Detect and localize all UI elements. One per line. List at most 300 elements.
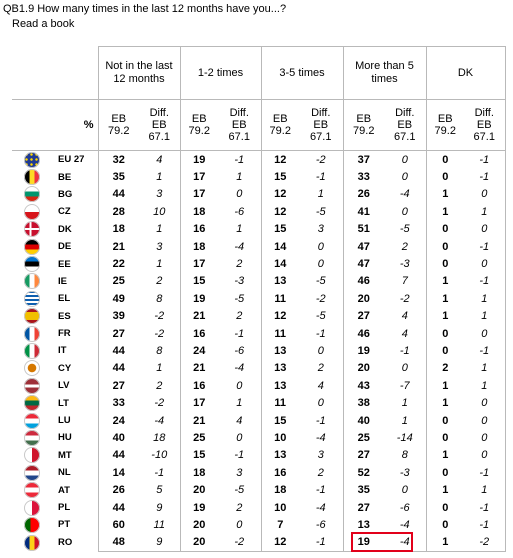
- flag-icon: [24, 447, 40, 463]
- percent-value: 11: [274, 292, 287, 305]
- flag-icon: [24, 186, 40, 202]
- diff-value: -6: [218, 203, 261, 220]
- percent-value: 14: [274, 240, 287, 253]
- eb-current-header: EB 79.2: [98, 100, 139, 151]
- country-code: BG: [58, 188, 73, 200]
- table-row: [12, 360, 505, 377]
- percent-value: 20: [180, 534, 218, 552]
- percent-value: 27: [357, 501, 370, 514]
- percent-value: 22: [98, 255, 139, 272]
- diff-value: 8: [139, 342, 180, 359]
- percent-value: 32: [98, 151, 139, 169]
- diff-value: 2: [299, 464, 343, 481]
- diff-value: -5: [384, 221, 426, 238]
- country-code: NL: [58, 467, 71, 479]
- flag-icon: [24, 360, 40, 376]
- percent-value: 24: [98, 412, 139, 429]
- percent-value: 18: [274, 484, 287, 497]
- percent-value: 0: [442, 344, 449, 357]
- percent-value: 13: [274, 275, 287, 288]
- percent-value: 40: [357, 414, 370, 427]
- diff-value: 1: [139, 360, 180, 377]
- diff-value: -6: [218, 342, 261, 359]
- percent-value: 16: [193, 327, 206, 340]
- percent-value: 1: [442, 188, 449, 201]
- diff-value: 1: [464, 290, 505, 307]
- flag-icon: [24, 256, 40, 272]
- percent-value: 46: [357, 275, 370, 288]
- country-code: ES: [58, 310, 71, 322]
- diff-value: 9: [139, 534, 180, 552]
- diff-value: 7: [384, 273, 426, 290]
- diff-value: -1: [299, 168, 343, 185]
- percent-value: 44: [98, 342, 139, 359]
- percent-value: 37: [343, 151, 384, 169]
- flag-icon: [24, 326, 40, 342]
- percent-value: 19: [357, 344, 370, 357]
- percent-value: 0: [442, 501, 449, 514]
- diff-value: 0: [464, 255, 505, 272]
- diff-value: 0: [464, 447, 505, 464]
- diff-value: 4: [218, 412, 261, 429]
- diff-value: 3: [299, 447, 343, 464]
- diff-value: 3: [139, 238, 180, 255]
- diff-value: 4: [299, 377, 343, 394]
- country-code: PT: [58, 519, 71, 531]
- percent-value: 16: [193, 379, 206, 392]
- percent-value: 28: [98, 203, 139, 220]
- country-code: BE: [58, 171, 72, 183]
- diff-value: 1: [139, 221, 180, 238]
- flag-icon: [24, 430, 40, 446]
- eb-diff-header: Diff. EB 67.1: [299, 100, 343, 151]
- diff-value: 0: [464, 412, 505, 429]
- table-row: [12, 342, 505, 359]
- country-code: CY: [58, 362, 72, 374]
- diff-value: 1: [384, 412, 426, 429]
- percent-value: 21: [193, 414, 206, 427]
- diff-value: -1: [464, 464, 505, 481]
- diff-value: 0: [384, 151, 426, 169]
- percent-value: 38: [357, 397, 370, 410]
- percent-value: 11: [274, 397, 287, 410]
- percent-value: 26: [357, 188, 370, 201]
- diff-value: 0: [464, 325, 505, 342]
- eb-diff-header: Diff. EB 67.1: [464, 100, 505, 151]
- diff-value: -1: [464, 273, 505, 290]
- diff-value: -1: [299, 412, 343, 429]
- diff-value: 2: [384, 238, 426, 255]
- country-code: CZ: [58, 206, 71, 218]
- diff-value: 2: [299, 360, 343, 377]
- diff-value: 1: [464, 360, 505, 377]
- question-subtitle: Read a book: [12, 18, 75, 30]
- flag-icon: [24, 395, 40, 411]
- percent-value: 2: [442, 362, 449, 375]
- percent-value: 20: [357, 292, 370, 305]
- percent-value: 0: [442, 258, 449, 271]
- percent-value: 1: [442, 484, 449, 497]
- percent-value: 14: [274, 258, 287, 271]
- percent-value: 20: [357, 362, 370, 375]
- diff-value: -2: [139, 394, 180, 411]
- diff-value: -10: [139, 447, 180, 464]
- diff-value: 0: [384, 360, 426, 377]
- diff-value: -2: [299, 151, 343, 169]
- diff-value: 0: [218, 429, 261, 446]
- flag-icon: [24, 465, 40, 481]
- percent-label: %: [12, 100, 98, 151]
- percent-value: 1: [442, 397, 449, 410]
- flag-icon: [24, 413, 40, 429]
- percent-value: 43: [357, 379, 370, 392]
- diff-value: 1: [218, 168, 261, 185]
- diff-value: 0: [218, 516, 261, 533]
- diff-value: 0: [299, 342, 343, 359]
- percent-value: 17: [193, 397, 206, 410]
- percent-value: 52: [357, 466, 370, 479]
- percent-value: 0: [442, 466, 449, 479]
- diff-value: -14: [384, 429, 426, 446]
- percent-value: 27: [98, 325, 139, 342]
- percent-value: 44: [98, 499, 139, 516]
- table-row: [12, 203, 505, 220]
- percent-value: 17: [193, 258, 206, 271]
- diff-value: -4: [384, 186, 426, 203]
- diff-value: 1: [218, 221, 261, 238]
- diff-value: -4: [299, 429, 343, 446]
- eb-current-header: EB 79.2: [261, 100, 299, 151]
- percent-value: 1: [426, 534, 464, 552]
- flag-icon: [24, 169, 40, 185]
- flag-icon: [24, 221, 40, 237]
- group-header: Not in the last 12 months: [98, 47, 180, 100]
- percent-value: 60: [98, 516, 139, 533]
- diff-value: 4: [384, 325, 426, 342]
- eb-current-header: EB 79.2: [180, 100, 218, 151]
- diff-value: -1: [299, 325, 343, 342]
- flag-icon: [24, 378, 40, 394]
- percent-value: 0: [442, 431, 449, 444]
- diff-value: -1: [464, 342, 505, 359]
- diff-value: 2: [139, 377, 180, 394]
- diff-value: -4: [384, 516, 426, 533]
- diff-value: -1: [299, 534, 343, 552]
- country-code: EE: [58, 258, 71, 270]
- percent-value: 0: [442, 171, 449, 184]
- percent-value: 20: [193, 484, 206, 497]
- diff-value: 9: [139, 499, 180, 516]
- percent-value: 19: [180, 151, 218, 169]
- diff-value: -6: [299, 516, 343, 533]
- diff-value: 1: [299, 186, 343, 203]
- percent-value: 47: [357, 258, 370, 271]
- percent-value: 18: [98, 221, 139, 238]
- diff-value: 0: [218, 377, 261, 394]
- flag-icon: [24, 152, 40, 168]
- flag-icon: [24, 500, 40, 516]
- diff-value: 0: [464, 429, 505, 446]
- diff-value: 2: [139, 273, 180, 290]
- percent-value: 27: [357, 449, 370, 462]
- diff-value: -1: [464, 151, 505, 169]
- percent-value: 1: [442, 205, 449, 218]
- percent-value: 27: [357, 310, 370, 323]
- diff-value: 11: [139, 516, 180, 533]
- percent-value: 1: [442, 310, 449, 323]
- flag-icon: [24, 343, 40, 359]
- diff-value: 0: [384, 481, 426, 498]
- percent-value: 12: [274, 310, 287, 323]
- percent-value: 13: [357, 518, 370, 531]
- table-row: [12, 499, 505, 516]
- country-code: DE: [58, 241, 72, 253]
- percent-value: 1: [442, 379, 449, 392]
- eb-diff-header: Diff. EB 67.1: [218, 100, 261, 151]
- diff-value: -1: [464, 516, 505, 533]
- percent-value: 44: [98, 360, 139, 377]
- country-code: LV: [58, 380, 70, 392]
- diff-value: 0: [464, 186, 505, 203]
- diff-value: -1: [464, 499, 505, 516]
- percent-value: 21: [98, 238, 139, 255]
- table-row: [12, 447, 505, 464]
- diff-value: 4: [139, 151, 180, 169]
- percent-value: 12: [261, 534, 299, 552]
- table-row: [12, 290, 505, 307]
- percent-value: 48: [98, 534, 139, 552]
- table-row: [12, 394, 505, 411]
- country-code: PL: [58, 502, 71, 513]
- percent-value: 12: [274, 188, 287, 201]
- percent-value: 21: [193, 310, 206, 323]
- flag-icon: [24, 517, 40, 533]
- diff-value: 8: [139, 290, 180, 307]
- diff-value: -5: [299, 203, 343, 220]
- percent-value: 39: [98, 308, 139, 325]
- table-row: [12, 221, 505, 238]
- percent-value: 33: [98, 394, 139, 411]
- diff-value: -5: [299, 308, 343, 325]
- diff-value: -4: [384, 534, 426, 552]
- percent-value: 13: [274, 449, 287, 462]
- diff-value: 3: [218, 464, 261, 481]
- percent-value: 16: [193, 223, 206, 236]
- diff-value: 1: [384, 394, 426, 411]
- question-title: QB1.9 How many times in the last 12 months have you...?: [3, 3, 287, 15]
- flag-icon: [24, 291, 40, 307]
- percent-value: 1: [442, 275, 449, 288]
- eb-current-header: EB 79.2: [343, 100, 384, 151]
- eb-diff-header: Diff. EB 67.1: [139, 100, 180, 151]
- diff-value: -6: [384, 499, 426, 516]
- diff-value: -2: [139, 325, 180, 342]
- diff-value: -1: [464, 238, 505, 255]
- country-code: IE: [58, 275, 67, 287]
- diff-value: 18: [139, 429, 180, 446]
- country-code: RO: [58, 537, 73, 549]
- diff-value: -4: [299, 499, 343, 516]
- country-code: EU 27: [52, 151, 98, 169]
- percent-value: 18: [193, 205, 206, 218]
- percent-value: 12: [274, 205, 287, 218]
- diff-value: -4: [218, 238, 261, 255]
- diff-value: 1: [464, 308, 505, 325]
- flag-icon: [24, 204, 40, 220]
- diff-value: 5: [139, 481, 180, 498]
- percent-value: 15: [274, 171, 287, 184]
- diff-value: 0: [464, 221, 505, 238]
- eb-diff-header: Diff. EB 67.1: [384, 100, 426, 151]
- diff-value: 0: [384, 203, 426, 220]
- flag-icon: [24, 239, 40, 255]
- country-code: HU: [58, 432, 72, 444]
- percent-value: 26: [98, 481, 139, 498]
- table-row: [12, 273, 505, 290]
- country-code: DK: [58, 223, 72, 235]
- percent-value: 0: [442, 223, 449, 236]
- percent-value: 0: [442, 327, 449, 340]
- percent-value: 0: [442, 518, 449, 531]
- percent-value: 0: [442, 240, 449, 253]
- diff-value: 3: [299, 221, 343, 238]
- percent-value: 15: [274, 414, 287, 427]
- diff-value: 1: [139, 255, 180, 272]
- percent-value: 35: [357, 484, 370, 497]
- percent-value: 49: [98, 290, 139, 307]
- diff-value: 1: [139, 168, 180, 185]
- percent-value: 44: [98, 186, 139, 203]
- group-header: 3-5 times: [261, 47, 343, 100]
- diff-value: 8: [384, 447, 426, 464]
- percent-value: 13: [274, 362, 287, 375]
- diff-value: 0: [299, 255, 343, 272]
- table-row: [12, 464, 505, 481]
- country-code: LT: [58, 397, 69, 409]
- diff-value: -1: [218, 447, 261, 464]
- percent-value: 15: [274, 223, 287, 236]
- percent-value: 17: [193, 188, 206, 201]
- percent-value: 15: [193, 449, 206, 462]
- diff-value: -1: [299, 481, 343, 498]
- diff-value: -2: [384, 290, 426, 307]
- diff-value: -1: [139, 464, 180, 481]
- percent-value: 15: [193, 275, 206, 288]
- percent-value: 21: [193, 362, 206, 375]
- flag-icon: [24, 308, 40, 324]
- percent-value: 16: [274, 466, 287, 479]
- group-header: 1-2 times: [180, 47, 261, 100]
- percent-value: 0: [426, 151, 464, 169]
- percent-value: 25: [357, 431, 370, 444]
- diff-value: 1: [464, 203, 505, 220]
- diff-value: 0: [299, 238, 343, 255]
- diff-value: -3: [384, 464, 426, 481]
- diff-value: 0: [299, 394, 343, 411]
- percent-value: 17: [193, 171, 206, 184]
- diff-value: -4: [218, 360, 261, 377]
- country-code: LU: [58, 415, 71, 427]
- percent-value: 13: [274, 379, 287, 392]
- table-row: [12, 325, 505, 342]
- percent-value: 1: [442, 449, 449, 462]
- diff-value: 0: [464, 394, 505, 411]
- percent-value: 12: [261, 151, 299, 169]
- percent-value: 40: [98, 429, 139, 446]
- country-code: AT: [58, 484, 70, 496]
- diff-value: -5: [218, 290, 261, 307]
- flag-icon: [24, 482, 40, 498]
- highlight-box: [351, 532, 413, 552]
- table-row: [12, 412, 505, 429]
- percent-value: 10: [274, 501, 287, 514]
- diff-value: 2: [218, 255, 261, 272]
- table-row: [12, 377, 505, 394]
- diff-value: -1: [384, 342, 426, 359]
- country-code: FR: [58, 328, 71, 340]
- table-row: [12, 481, 505, 498]
- percent-value: 18: [193, 240, 206, 253]
- eb-current-header: EB 79.2: [426, 100, 464, 151]
- diff-value: -7: [384, 377, 426, 394]
- percent-value: 47: [357, 240, 370, 253]
- percent-value: 44: [98, 447, 139, 464]
- table-row: [12, 186, 505, 203]
- percent-value: 1: [442, 292, 449, 305]
- diff-value: -4: [139, 412, 180, 429]
- table-row: [12, 516, 505, 533]
- percent-value: 33: [357, 171, 370, 184]
- diff-value: -5: [218, 481, 261, 498]
- percent-value: 19: [343, 534, 384, 552]
- diff-value: 1: [464, 377, 505, 394]
- percent-value: 51: [357, 223, 370, 236]
- diff-value: -3: [384, 255, 426, 272]
- percent-value: 19: [193, 501, 206, 514]
- percent-value: 13: [274, 344, 287, 357]
- diff-value: 0: [384, 168, 426, 185]
- diff-value: -2: [299, 290, 343, 307]
- group-header: DK: [426, 47, 505, 100]
- diff-value: -5: [299, 273, 343, 290]
- percent-value: 19: [193, 292, 206, 305]
- diff-value: 2: [218, 308, 261, 325]
- results-table: [12, 46, 506, 552]
- table-row: [12, 151, 505, 169]
- flag-icon: [24, 273, 40, 289]
- flag-icon: [24, 535, 40, 551]
- percent-value: 18: [193, 466, 206, 479]
- diff-value: 0: [218, 186, 261, 203]
- table-row: [12, 534, 505, 552]
- percent-value: 10: [274, 431, 287, 444]
- percent-value: 25: [98, 273, 139, 290]
- country-code: MT: [58, 449, 72, 461]
- diff-value: -1: [218, 325, 261, 342]
- percent-value: 20: [193, 518, 206, 531]
- diff-value: -1: [464, 168, 505, 185]
- diff-value: -2: [464, 534, 505, 552]
- diff-value: 1: [218, 394, 261, 411]
- country-code: EL: [58, 293, 71, 305]
- percent-value: 25: [193, 431, 206, 444]
- diff-value: 1: [464, 481, 505, 498]
- diff-value: -3: [218, 273, 261, 290]
- table-row: [12, 429, 505, 446]
- diff-value: -2: [218, 534, 261, 552]
- diff-value: 3: [139, 186, 180, 203]
- percent-value: 27: [98, 377, 139, 394]
